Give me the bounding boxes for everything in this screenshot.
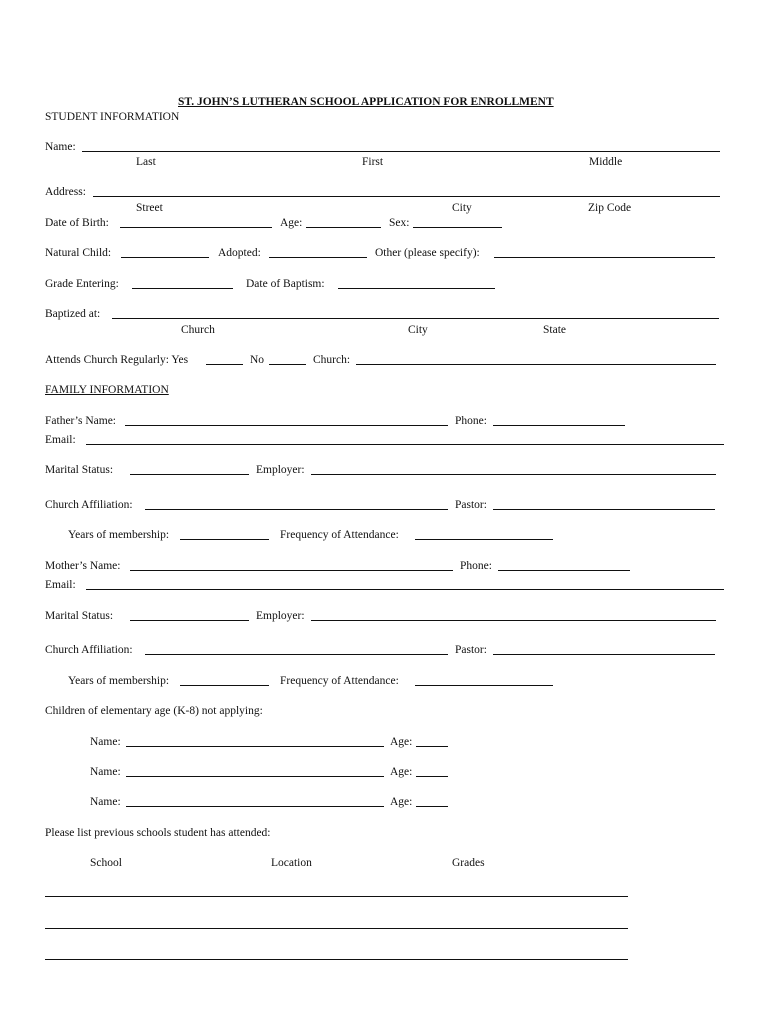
- family-section-heading: FAMILY INFORMATION: [45, 384, 169, 396]
- mother-pastor-field[interactable]: [493, 654, 715, 655]
- father-church-affiliation-label: Church Affiliation:: [45, 499, 133, 511]
- mother-church-affiliation-label: Church Affiliation:: [45, 644, 133, 656]
- father-name-label: Father’s Name:: [45, 415, 117, 427]
- mother-employer-label: Employer:: [256, 610, 305, 622]
- baptism-date-field[interactable]: [338, 288, 495, 289]
- father-email-label: Email:: [45, 434, 76, 446]
- father-church-affiliation-field[interactable]: [145, 509, 448, 510]
- father-name-field[interactable]: [125, 425, 448, 426]
- other-label: Other (please specify):: [375, 247, 480, 259]
- baptized-city-caption: City: [408, 324, 428, 336]
- other-field[interactable]: [494, 257, 715, 258]
- father-pastor-label: Pastor:: [455, 499, 487, 511]
- mother-employer-field[interactable]: [311, 620, 716, 621]
- child-3-age-field[interactable]: [416, 806, 448, 807]
- address-street-caption: Street: [136, 202, 163, 214]
- dob-field[interactable]: [120, 227, 272, 228]
- child-2-name-label: Name:: [90, 766, 121, 778]
- address-field[interactable]: [93, 196, 720, 197]
- father-phone-label: Phone:: [455, 415, 487, 427]
- baptized-state-caption: State: [543, 324, 566, 336]
- attends-yes-field[interactable]: [206, 364, 243, 365]
- previous-school-row-2[interactable]: [45, 928, 628, 929]
- attends-church-field[interactable]: [356, 364, 716, 365]
- mother-email-label: Email:: [45, 579, 76, 591]
- child-3-age-label: Age:: [390, 796, 413, 808]
- schools-column-grades: Grades: [452, 857, 485, 869]
- child-2-name-field[interactable]: [126, 776, 384, 777]
- mother-name-label: Mother’s Name:: [45, 560, 121, 572]
- student-section-heading: STUDENT INFORMATION: [45, 111, 180, 123]
- previous-school-row-1[interactable]: [45, 896, 628, 897]
- mother-years-label: Years of membership:: [68, 675, 170, 687]
- attends-no-field[interactable]: [269, 364, 306, 365]
- mother-marital-label: Marital Status:: [45, 610, 114, 622]
- mother-phone-label: Phone:: [460, 560, 492, 572]
- grade-entering-field[interactable]: [132, 288, 233, 289]
- natural-child-field[interactable]: [121, 257, 209, 258]
- child-3-name-label: Name:: [90, 796, 121, 808]
- attends-no-label: No: [250, 354, 265, 366]
- child-1-age-label: Age:: [390, 736, 413, 748]
- name-middle-caption: Middle: [589, 156, 623, 168]
- child-3-name-field[interactable]: [126, 806, 384, 807]
- attends-church-label: Attends Church Regularly: Yes: [45, 354, 189, 366]
- sex-field[interactable]: [413, 227, 502, 228]
- mother-pastor-label: Pastor:: [455, 644, 487, 656]
- adopted-field[interactable]: [269, 257, 367, 258]
- adopted-label: Adopted:: [218, 247, 261, 259]
- sex-label: Sex:: [389, 217, 410, 229]
- mother-church-affiliation-field[interactable]: [145, 654, 448, 655]
- age-field[interactable]: [306, 227, 381, 228]
- father-frequency-label: Frequency of Attendance:: [280, 529, 399, 541]
- mother-frequency-label: Frequency of Attendance:: [280, 675, 399, 687]
- baptized-at-label: Baptized at:: [45, 308, 101, 320]
- mother-marital-field[interactable]: [130, 620, 249, 621]
- baptism-date-label: Date of Baptism:: [246, 278, 325, 290]
- name-first-caption: First: [362, 156, 384, 168]
- child-1-name-field[interactable]: [126, 746, 384, 747]
- age-label: Age:: [280, 217, 303, 229]
- dob-label: Date of Birth:: [45, 217, 109, 229]
- father-email-field[interactable]: [86, 444, 724, 445]
- mother-name-field[interactable]: [130, 570, 453, 571]
- father-years-field[interactable]: [180, 539, 269, 540]
- previous-schools-heading: Please list previous schools student has attended:: [45, 827, 271, 839]
- baptized-at-field[interactable]: [112, 318, 719, 319]
- father-employer-field[interactable]: [311, 474, 716, 475]
- address-label: Address:: [45, 186, 86, 198]
- mother-frequency-field[interactable]: [415, 685, 553, 686]
- child-1-name-label: Name:: [90, 736, 121, 748]
- name-last-caption: Last: [136, 156, 156, 168]
- father-employer-label: Employer:: [256, 464, 305, 476]
- schools-column-school: School: [90, 857, 122, 869]
- father-marital-field[interactable]: [130, 474, 249, 475]
- schools-column-location: Location: [271, 857, 312, 869]
- student-name-field[interactable]: [82, 151, 720, 152]
- child-2-age-field[interactable]: [416, 776, 448, 777]
- previous-school-row-3[interactable]: [45, 959, 628, 960]
- form-title: ST. JOHN’S LUTHERAN SCHOOL APPLICATION FOR ENROLLMENT: [178, 96, 554, 108]
- father-years-label: Years of membership:: [68, 529, 170, 541]
- baptized-church-caption: Church: [181, 324, 215, 336]
- children-heading: Children of elementary age (K-8) not applying:: [45, 705, 263, 717]
- address-city-caption: City: [452, 202, 472, 214]
- name-label: Name:: [45, 141, 76, 153]
- father-frequency-field[interactable]: [415, 539, 553, 540]
- father-marital-label: Marital Status:: [45, 464, 114, 476]
- natural-child-label: Natural Child:: [45, 247, 112, 259]
- father-pastor-field[interactable]: [493, 509, 715, 510]
- address-zip-caption: Zip Code: [588, 202, 632, 214]
- mother-email-field[interactable]: [86, 589, 724, 590]
- child-2-age-label: Age:: [390, 766, 413, 778]
- mother-phone-field[interactable]: [498, 570, 630, 571]
- child-1-age-field[interactable]: [416, 746, 448, 747]
- mother-years-field[interactable]: [180, 685, 269, 686]
- grade-entering-label: Grade Entering:: [45, 278, 119, 290]
- attends-church-name-label: Church:: [313, 354, 351, 366]
- father-phone-field[interactable]: [493, 425, 625, 426]
